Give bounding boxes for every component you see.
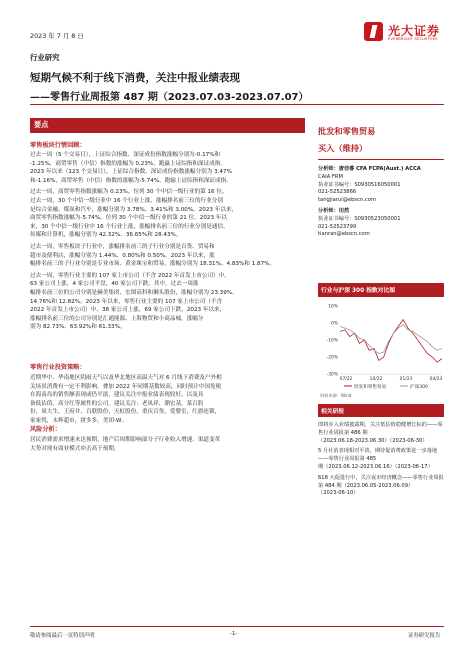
market-text-line: 过去一周，零售板块子行业中，涨幅排名前三的子行业分别是百货、贸易和	[30, 243, 215, 250]
analyst-line: 分析师：唐佳睿 CFA FCPA(Aust.) ACCA	[318, 166, 421, 172]
report-subtitle: ——零售行业周报第 487 期（2023.07.03-2023.07.07）	[30, 92, 309, 103]
report-date: 2023 年 7 月 8 日	[30, 32, 84, 40]
footer-divider	[30, 626, 444, 627]
rating-label: 买入（维持）	[318, 143, 368, 153]
report-title: 短期气候不利于线下消费，关注中报业绩表现	[30, 72, 240, 84]
report-category: 行业研究	[30, 53, 60, 62]
market-text-line: 2022 年首发上市公司）中，38 家公司上涨，69 家公司下跌。2023 年以来，	[30, 307, 226, 314]
market-text-line: 14.76%和 12.82%。2023 年以来，零售行业主要的 107 家上市公司（不含	[30, 298, 223, 305]
related-report-line: 5 月社消表现相对平淡，期待促消费政策进一步落地——零售行业周报第 485	[318, 448, 438, 463]
related-report-line: （2023-06-10）	[318, 490, 359, 497]
market-text-line: 过去一周，商贸零售指数涨幅为 0.23%，位列 30 个中信一级行业的第 16 位。	[30, 189, 228, 196]
market-text-line: 幅排名前三的子行业分别是专业市场、黄金珠宝和贸易，涨幅分别为 18.31%、4.83%和 1.87%。	[30, 261, 276, 268]
logo-subtext: EVERBRIGHT SECURITIES	[388, 37, 438, 41]
related-title: 相关研报	[321, 409, 345, 415]
x-tick-label: 10/22	[369, 377, 383, 382]
market-text-line: 传媒和计算机，涨幅分别为 42.32%、36.65%和 28.43%。	[30, 232, 182, 239]
footer-disclaimer-link[interactable]: 敬请参阅最后一页特别声明	[30, 633, 95, 639]
market-text-line: 是综合金融、煤炭和汽车，涨幅分别为 3.78%、3.41%和 3.00%。2023 年以来，	[30, 206, 238, 213]
y-tick-label: 10%	[328, 304, 338, 310]
related-report-line: 618 大促进行中，关注夜市经济概念——零售行业周报第 484 期（2023.06.05-2023.06.09）	[318, 474, 444, 489]
analyst-line: 执业证书编号：S0930516050001	[318, 181, 401, 188]
legend-label-hs300: 沪深300	[410, 385, 428, 390]
related-report-line: 期（2023.06.12-2023.06.16）（2023-06-17）	[318, 463, 433, 470]
logo-mark-icon	[364, 22, 383, 41]
strategy-text-line: 份，周大生，王府井，百联股份，天虹股份，重庆百货，爱婴室，红旗连锁，	[30, 409, 221, 416]
market-section-heading: 零售板块行情回顾：	[30, 142, 86, 149]
market-text-line: 63 家公司上涨，4 家公司平盘，40 家公司下跌。其中，过去一周涨	[30, 281, 199, 288]
market-text-line: 别为 82.73%、63.92%和 61.33%。	[30, 324, 126, 331]
analyst-line: 021-52523866	[318, 189, 357, 196]
industry-label: 批发和零售贸易	[318, 126, 376, 136]
y-tick-label: 0%	[331, 321, 338, 327]
x-tick-label: 04/23	[429, 377, 443, 382]
related-report-line: （2023.06.18-2023.06.30）（2023-06-30）	[318, 437, 428, 444]
x-tick-label: 07/22	[339, 377, 353, 382]
strategy-text-line: 家家悦，永辉超市，拼多多，美团-W。	[30, 417, 128, 424]
analyst-line: CAIA FRM	[318, 173, 343, 180]
market-text-line: 和-1.16%，商贸零售（中信）指数的涨幅为-5.74%，跑输上证综指和深证成指。	[30, 177, 232, 184]
rating-divider	[318, 159, 444, 160]
strategy-section-body	[30, 374, 306, 426]
page-number: -1-	[230, 631, 238, 637]
index-comparison-chart	[318, 300, 446, 400]
y-tick-label: -30%	[326, 372, 338, 378]
x-tick-label: 01/23	[399, 377, 413, 382]
analyst-info	[318, 166, 446, 239]
risk-section-body	[30, 436, 306, 453]
market-section-body	[30, 151, 306, 332]
strategy-text-line: 近期华中、华南地区阴雨天气以及华北地区高温天气对 6 月线下消费及户外相	[30, 375, 222, 381]
market-text-line: 幅排名前三位的公司分别是赫美集团、宏图高科和狮头股份，涨幅分别为 23.39%、	[30, 289, 238, 296]
analyst-line: 执业证书编号：S0930523050001	[318, 215, 401, 222]
legend-label-retail: 批发和零售贸易	[354, 385, 387, 390]
footer-doc-type: 证券研究报告	[408, 633, 441, 639]
analyst-line: 分析师：田然	[318, 207, 350, 214]
market-text-line: 2023 年以来（123 个交易日），上证综合指数、深证成份指数涨幅分别为 3.47%	[30, 169, 232, 176]
summary-label: 要点	[34, 120, 49, 129]
logo-text: 光大证券	[388, 24, 441, 38]
y-tick-label: -10%	[326, 338, 338, 344]
chart-title: 行业与沪深 300 指数对比图	[321, 288, 396, 294]
market-text-line: -1.25%，商贸零售（中信）指数的涨幅为 0.23%，跑赢上证综指和深证成指。	[30, 160, 226, 167]
risk-section-heading: 风险分析：	[30, 426, 61, 433]
strategy-text-line: 备低估值、高分红等属性的公司。建议关注：老凤祥、潮宏基，菜百股	[30, 400, 204, 407]
strategy-text-line: 关场景消费有一定不利影响。叠加 2022 年同期基数较高，同时预计中国免税	[30, 383, 222, 390]
market-text-line: 过去一周（5 个交易日），上证综合指数、深证成份指数涨幅分别为-0.17%和	[30, 152, 221, 158]
chart-source: 资料来源：Wind	[320, 393, 352, 398]
analyst-line: tianran@ebscn.com	[318, 231, 370, 238]
related-report-line: 即将步入业绩披露期，关注低估值稳健增长标的——零售行业周报第 486 期	[318, 422, 443, 436]
market-text-line: 商贸零售指数涨幅为-5.74%，位列 30 个中信一级行业的第 21 位。2023 年以	[30, 215, 227, 222]
analyst-line: 021-52523799	[318, 223, 357, 230]
title-divider	[30, 104, 444, 105]
risk-text-line: 居民消费需求增速未达预期，地产后周期影响部分子行业收入增速，渠道变革	[30, 437, 221, 443]
market-text-line: 过去一周，30 个中信一级行业中 16 个行业上涨，涨幅排名前三位的行业分别	[30, 197, 223, 204]
strategy-section-heading: 零售行业投资策略：	[30, 364, 86, 371]
market-text-line: 超市及便利店，涨幅分别为 1.44%、0.80%和 0.50%。2023 年以来，涨	[30, 252, 215, 259]
strategy-text-line: 在海南岛的销售额表现或仍平淡，建议关注中报业绩表现较好、以及具	[30, 392, 204, 399]
analyst-line: tangjiarui@ebscn.com	[318, 197, 376, 204]
market-text-line: 涨幅排名前三位的公司分别是汇通能源、上海物贸和小商品城，涨幅分	[30, 315, 204, 322]
market-text-line: 过去一周，零售行业主要的 107 家上市公司（不含 2022 年首发上市公司）中，	[30, 272, 230, 279]
summary-banner	[30, 118, 305, 133]
market-text-line: 来，30 个中信一级行业中 16 个行业上涨，涨幅排名前三位的行业分别是通信、	[30, 223, 229, 230]
risk-text-line: 大势对现有商业模式冲击高于预期。	[30, 445, 120, 452]
y-tick-label: -20%	[326, 355, 338, 361]
related-reports	[318, 422, 446, 498]
